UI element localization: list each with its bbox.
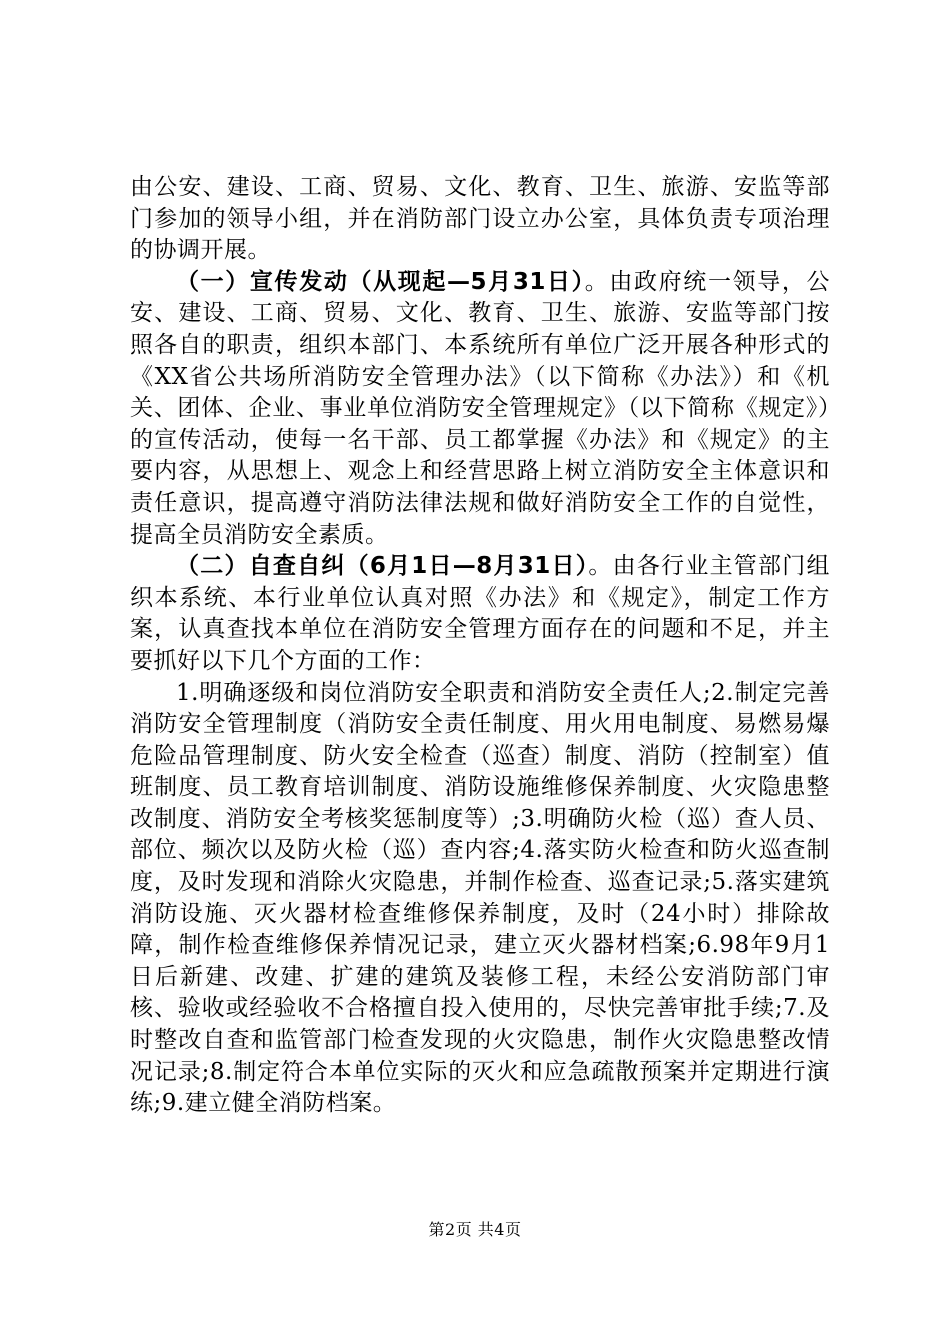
intro-paragraph: 由公安、建设、工商、贸易、文化、教育、卫生、旅游、安监等部门参加的领导小组，并在消防部门设立办公室，具体负责专项治理的协调开展。 <box>130 174 830 264</box>
section-1-body: 。由政府统一领导，公安、建设、工商、贸易、文化、教育、卫生、旅游、安监等部门按照各自的职责，组织本部门、本系统所有单位广泛开展各种形式的《XX省公共场所消防安全管理办法》（以下简称《办法》）和《机关、团体、企业、事业单位消防安全管理规定》（以下简称《规定》）的宣传活动，使每一名干部、员工都掌握《办法》和《规定》的主要内容，从思想上、观念上和经营思路上树立消防安全主体意识和责任意识，提高遵守消防法律法规和做好消防安全工作的自觉性，提高全员消防安全素质。 <box>130 268 831 548</box>
document-body <box>130 172 830 1120</box>
section-1-heading: （一）宣传发动（从现起—5月31日） <box>176 268 585 295</box>
section-1-paragraph <box>130 267 830 551</box>
page-number-footer: 第2页 共4页 <box>428 1220 522 1239</box>
section-2-body: 。由各行业主管部门组织本系统、本行业单位认真对照《办法》和《规定》，制定工作方案，认真查找本单位在消防安全管理方面存在的问题和不足，并主要抓好以下几个方面的工作： <box>130 553 830 674</box>
items-paragraph: 1.明确逐级和岗位消防安全职责和消防安全责任人;2.制定完善消防安全管理制度（消防安全责任制度、用火用电制度、易燃易爆危险品管理制度、防火安全检查（巡查）制度、消防（控制室）值班制度、员工教育培训制度、消防设施维修保养制度、火灾隐患整改制度、消防安全考核奖惩制度等）;3.明确防火检（巡）查人员、部位、频次以及防火检（巡）查内容;4.落实防火检查和防火巡查制度，及时发现和消除火灾隐患，并制作检查、巡查记录;5.落实建筑消防设施、灭火器材检查维修保养制度，及时（24小时）排除故障，制作检查维修保养情况记录，建立灭火器材档案;6.98年9月1日后新建、改建、扩建的建筑及装修工程，未经公安消防部门审核、验收或经验收不合格擅自投入使用的，尽快完善审批手续;7.及时整改自查和监管部门检查发现的火灾隐患，制作火灾隐患整改情况记录;8.制定符合本单位实际的灭火和应急疏散预案并定期进行演练;9.建立健全消防档案。 <box>130 679 830 1117</box>
section-2-paragraph <box>130 551 830 677</box>
section-2-heading: （二）自查自纠（6月1日—8月31日） <box>176 553 589 580</box>
